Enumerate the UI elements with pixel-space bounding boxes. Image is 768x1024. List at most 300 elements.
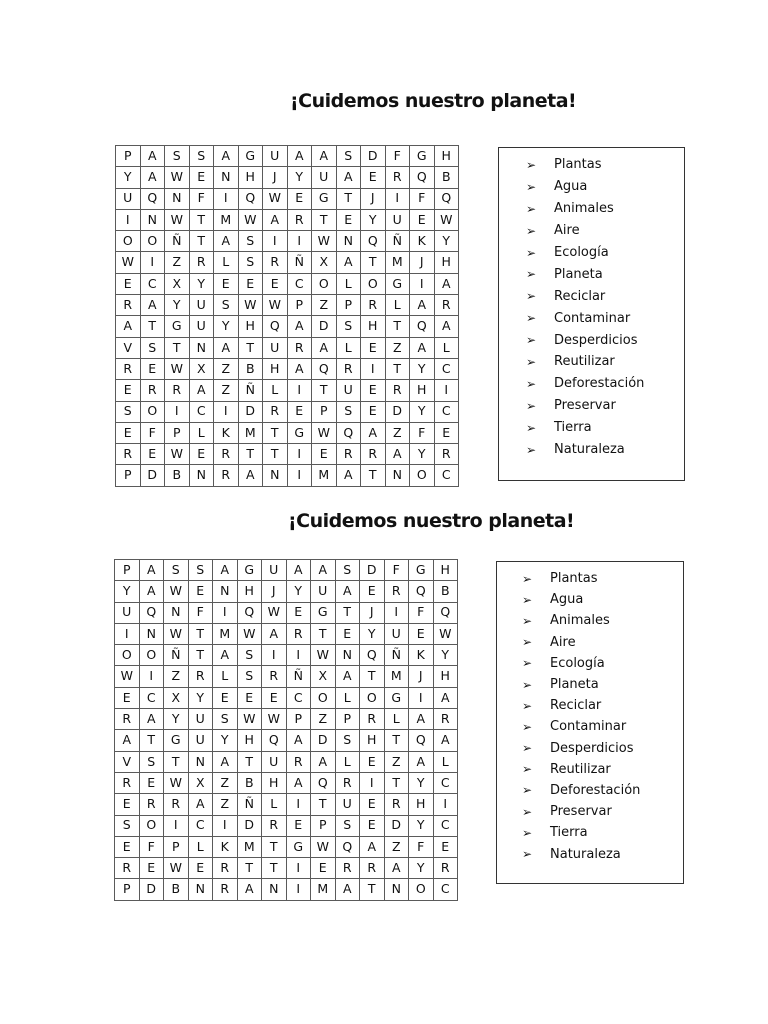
grid-cell: T: [188, 645, 213, 666]
grid-cell: I: [164, 815, 189, 836]
grid-cell: T: [139, 730, 164, 751]
grid-cell: A: [287, 316, 312, 337]
grid-cell: Q: [361, 231, 386, 252]
grid-cell: O: [139, 645, 164, 666]
grid-cell: A: [139, 560, 164, 581]
grid-cell: R: [139, 794, 164, 815]
grid-cell: R: [116, 358, 141, 379]
grid-cell: F: [385, 146, 410, 167]
grid-row: [115, 645, 458, 666]
grid-cell: M: [213, 623, 238, 644]
grid-row: [116, 380, 459, 401]
worksheet-title: ¡Cuidemos nuestro planeta!: [290, 90, 577, 112]
grid-cell: K: [213, 836, 238, 857]
grid-cell: A: [139, 581, 164, 602]
grid-cell: O: [360, 687, 385, 708]
grid-cell: I: [262, 645, 287, 666]
word-list-item: [497, 801, 683, 822]
grid-cell: A: [286, 730, 311, 751]
grid-cell: R: [385, 380, 410, 401]
grid-cell: I: [116, 209, 141, 230]
word-list-item: [497, 695, 683, 716]
word-list-item: [497, 780, 683, 801]
grid-cell: L: [189, 422, 214, 443]
grid-cell: W: [165, 209, 190, 230]
grid-cell: R: [263, 401, 288, 422]
word-label: Plantas: [550, 571, 598, 587]
grid-cell: T: [361, 465, 386, 486]
grid-cell: A: [115, 730, 140, 751]
grid-cell: S: [165, 146, 190, 167]
grid-cell: X: [189, 358, 214, 379]
word-list-item: [497, 843, 683, 864]
grid-cell: Q: [263, 316, 288, 337]
grid-cell: E: [335, 623, 360, 644]
grid-cell: Y: [433, 645, 458, 666]
grid-row: [116, 465, 459, 486]
grid-cell: M: [312, 465, 337, 486]
word-list-item: [497, 716, 683, 737]
grid-cell: B: [237, 772, 262, 793]
grid-cell: G: [311, 602, 336, 623]
grid-cell: S: [336, 146, 361, 167]
word-list-item: [499, 285, 684, 307]
grid-cell: J: [263, 167, 288, 188]
arrow-bullet-icon: ➢: [522, 741, 533, 756]
grid-cell: E: [361, 380, 386, 401]
grid-cell: I: [287, 465, 312, 486]
grid-cell: A: [335, 879, 360, 900]
grid-cell: Q: [237, 602, 262, 623]
grid-cell: T: [312, 380, 337, 401]
grid-cell: T: [140, 316, 165, 337]
grid-cell: T: [237, 751, 262, 772]
grid-cell: R: [115, 709, 140, 730]
grid-cell: P: [311, 815, 336, 836]
grid-cell: U: [189, 295, 214, 316]
grid-cell: D: [311, 730, 336, 751]
grid-cell: D: [237, 815, 262, 836]
grid-cell: H: [361, 316, 386, 337]
grid-row: [116, 358, 459, 379]
grid-row: [116, 295, 459, 316]
grid-cell: E: [116, 380, 141, 401]
arrow-bullet-icon: ➢: [526, 245, 537, 260]
grid-cell: L: [384, 709, 409, 730]
grid-cell: R: [384, 794, 409, 815]
grid-cell: E: [287, 401, 312, 422]
grid-cell: A: [434, 316, 459, 337]
grid-cell: T: [360, 666, 385, 687]
arrow-bullet-icon: ➢: [522, 571, 533, 586]
grid-cell: S: [238, 231, 263, 252]
grid-row: [115, 772, 458, 793]
grid-cell: T: [311, 623, 336, 644]
arrow-bullet-icon: ➢: [526, 398, 537, 413]
grid-cell: S: [188, 560, 213, 581]
grid-cell: A: [214, 337, 239, 358]
grid-cell: N: [188, 751, 213, 772]
grid-cell: X: [188, 772, 213, 793]
grid-cell: D: [384, 815, 409, 836]
grid-cell: W: [164, 623, 189, 644]
grid-cell: R: [287, 209, 312, 230]
grid-cell: T: [384, 730, 409, 751]
grid-cell: Y: [287, 167, 312, 188]
grid-cell: R: [336, 444, 361, 465]
word-label: Agua: [554, 179, 588, 195]
grid-cell: A: [361, 422, 386, 443]
word-label: Aire: [554, 223, 580, 239]
grid-cell: W: [312, 231, 337, 252]
grid-cell: R: [262, 815, 287, 836]
grid-cell: O: [410, 465, 435, 486]
grid-cell: M: [385, 252, 410, 273]
grid-cell: I: [286, 645, 311, 666]
grid-cell: T: [238, 444, 263, 465]
grid-cell: D: [385, 401, 410, 422]
grid-cell: R: [361, 444, 386, 465]
grid-cell: P: [164, 836, 189, 857]
grid-cell: I: [384, 602, 409, 623]
grid-cell: G: [238, 146, 263, 167]
grid-cell: I: [115, 623, 140, 644]
grid-cell: R: [213, 879, 238, 900]
word-label: Reciclar: [554, 288, 606, 304]
grid-cell: R: [165, 380, 190, 401]
word-label: Contaminar: [554, 310, 631, 326]
grid-cell: A: [311, 751, 336, 772]
grid-cell: U: [385, 209, 410, 230]
grid-row: [115, 815, 458, 836]
grid-cell: N: [189, 337, 214, 358]
arrow-bullet-icon: ➢: [522, 804, 533, 819]
grid-cell: I: [361, 358, 386, 379]
word-list-item: [497, 568, 683, 589]
grid-cell: J: [262, 581, 287, 602]
grid-cell: A: [335, 666, 360, 687]
grid-cell: C: [286, 687, 311, 708]
grid-cell: A: [287, 358, 312, 379]
grid-cell: E: [360, 794, 385, 815]
grid-cell: W: [434, 209, 459, 230]
word-label: Naturaleza: [550, 846, 621, 862]
grid-cell: F: [410, 188, 435, 209]
grid-cell: Y: [214, 316, 239, 337]
word-list-item: [499, 176, 684, 198]
word-label: Animales: [554, 201, 614, 217]
grid-cell: S: [139, 751, 164, 772]
grid-cell: X: [311, 666, 336, 687]
grid-cell: N: [384, 879, 409, 900]
grid-cell: H: [360, 730, 385, 751]
grid-row: [115, 836, 458, 857]
grid-cell: S: [336, 401, 361, 422]
grid-cell: N: [262, 879, 287, 900]
grid-cell: E: [139, 858, 164, 879]
grid-row: [116, 188, 459, 209]
word-label: Preservar: [554, 398, 616, 414]
grid-cell: O: [115, 645, 140, 666]
grid-cell: R: [287, 337, 312, 358]
grid-cell: W: [262, 709, 287, 730]
arrow-bullet-icon: ➢: [526, 201, 537, 216]
grid-cell: H: [263, 358, 288, 379]
grid-cell: F: [139, 836, 164, 857]
grid-cell: A: [286, 560, 311, 581]
word-label: Ecología: [554, 245, 609, 260]
grid-cell: U: [263, 337, 288, 358]
grid-cell: E: [188, 581, 213, 602]
grid-cell: A: [286, 772, 311, 793]
grid-cell: W: [311, 836, 336, 857]
grid-cell: A: [189, 380, 214, 401]
word-list-item: [499, 242, 684, 264]
grid-cell: W: [115, 666, 140, 687]
grid-cell: Q: [139, 602, 164, 623]
grid-cell: T: [164, 751, 189, 772]
word-label: Aire: [550, 634, 576, 650]
grid-cell: T: [361, 252, 386, 273]
grid-cell: I: [433, 794, 458, 815]
grid-cell: I: [214, 188, 239, 209]
grid-cell: E: [336, 209, 361, 230]
grid-cell: E: [286, 815, 311, 836]
grid-cell: Z: [384, 751, 409, 772]
arrow-bullet-icon: ➢: [522, 698, 533, 713]
grid-row: [115, 560, 458, 581]
grid-cell: I: [263, 231, 288, 252]
grid-cell: G: [237, 560, 262, 581]
grid-row: [115, 751, 458, 772]
grid-cell: Z: [384, 836, 409, 857]
grid-cell: A: [139, 709, 164, 730]
grid-cell: Ñ: [165, 231, 190, 252]
grid-cell: T: [189, 231, 214, 252]
grid-row: [116, 422, 459, 443]
grid-cell: D: [361, 146, 386, 167]
grid-cell: N: [188, 879, 213, 900]
grid-cell: I: [410, 273, 435, 294]
grid-cell: Z: [165, 252, 190, 273]
grid-cell: M: [384, 666, 409, 687]
grid-cell: E: [116, 273, 141, 294]
grid-cell: S: [189, 146, 214, 167]
grid-cell: X: [312, 252, 337, 273]
grid-cell: A: [409, 751, 434, 772]
grid-cell: Q: [360, 645, 385, 666]
grid-cell: Z: [213, 772, 238, 793]
word-label: Deforestación: [550, 782, 641, 798]
word-label: Plantas: [554, 157, 602, 173]
grid-cell: R: [434, 295, 459, 316]
grid-cell: G: [164, 730, 189, 751]
grid-row: [116, 337, 459, 358]
grid-cell: R: [164, 794, 189, 815]
grid-cell: A: [311, 560, 336, 581]
grid-cell: Z: [312, 295, 337, 316]
grid-cell: A: [140, 146, 165, 167]
grid-cell: N: [164, 602, 189, 623]
grid-cell: A: [409, 709, 434, 730]
grid-cell: R: [384, 581, 409, 602]
grid-cell: F: [410, 422, 435, 443]
grid-cell: Y: [189, 273, 214, 294]
grid-cell: U: [188, 709, 213, 730]
grid-cell: W: [164, 772, 189, 793]
grid-cell: F: [409, 602, 434, 623]
grid-cell: A: [410, 295, 435, 316]
grid-cell: T: [263, 444, 288, 465]
word-label: Desperdicios: [554, 332, 638, 348]
grid-cell: S: [214, 295, 239, 316]
arrow-bullet-icon: ➢: [526, 179, 537, 194]
grid-cell: E: [286, 602, 311, 623]
grid-cell: Ñ: [238, 380, 263, 401]
grid-cell: T: [312, 209, 337, 230]
grid-cell: Y: [409, 772, 434, 793]
grid-cell: J: [409, 666, 434, 687]
grid-cell: F: [188, 602, 213, 623]
grid-cell: U: [384, 623, 409, 644]
grid-cell: E: [360, 815, 385, 836]
grid-cell: T: [384, 772, 409, 793]
grid-cell: B: [433, 581, 458, 602]
word-list-item: [499, 307, 684, 329]
arrow-bullet-icon: ➢: [526, 333, 537, 348]
grid-cell: Q: [238, 188, 263, 209]
grid-cell: Y: [165, 295, 190, 316]
grid-cell: Y: [410, 358, 435, 379]
grid-cell: Z: [214, 380, 239, 401]
grid-cell: Y: [360, 623, 385, 644]
grid-cell: T: [188, 623, 213, 644]
grid-cell: L: [213, 666, 238, 687]
grid-cell: I: [360, 772, 385, 793]
grid-cell: R: [115, 772, 140, 793]
grid-cell: G: [286, 836, 311, 857]
grid-cell: S: [237, 666, 262, 687]
grid-cell: W: [164, 581, 189, 602]
grid-cell: W: [237, 623, 262, 644]
grid-cell: O: [361, 273, 386, 294]
arrow-bullet-icon: ➢: [526, 376, 537, 391]
grid-cell: H: [238, 167, 263, 188]
grid-cell: R: [214, 465, 239, 486]
grid-cell: U: [116, 188, 141, 209]
grid-cell: K: [409, 645, 434, 666]
grid-cell: U: [115, 602, 140, 623]
arrow-bullet-icon: ➢: [522, 847, 533, 862]
grid-cell: W: [238, 295, 263, 316]
grid-cell: D: [140, 465, 165, 486]
grid-cell: T: [238, 337, 263, 358]
grid-cell: Q: [312, 358, 337, 379]
grid-cell: R: [286, 751, 311, 772]
grid-cell: N: [165, 188, 190, 209]
word-list-item: [499, 154, 684, 176]
grid-cell: I: [140, 252, 165, 273]
grid-cell: Z: [213, 794, 238, 815]
grid-row: [116, 273, 459, 294]
grid-cell: A: [213, 751, 238, 772]
grid-cell: E: [360, 581, 385, 602]
grid-cell: N: [189, 465, 214, 486]
grid-cell: W: [312, 422, 337, 443]
worksheet-title: ¡Cuidemos nuestro planeta!: [288, 510, 575, 532]
grid-cell: F: [189, 188, 214, 209]
grid-cell: K: [410, 231, 435, 252]
grid-cell: U: [189, 316, 214, 337]
grid-cell: H: [433, 560, 458, 581]
grid-cell: S: [115, 815, 140, 836]
grid-cell: W: [263, 295, 288, 316]
grid-row: [116, 167, 459, 188]
grid-row: [115, 730, 458, 751]
grid-cell: R: [433, 709, 458, 730]
grid-cell: I: [139, 666, 164, 687]
grid-cell: O: [139, 815, 164, 836]
grid-cell: Z: [385, 422, 410, 443]
grid-cell: I: [287, 444, 312, 465]
grid-cell: E: [115, 836, 140, 857]
grid-cell: E: [433, 836, 458, 857]
arrow-bullet-icon: ➢: [522, 592, 533, 607]
grid-cell: U: [262, 560, 287, 581]
grid-cell: P: [115, 879, 140, 900]
grid-cell: O: [116, 231, 141, 252]
grid-cell: Y: [213, 730, 238, 751]
word-label: Agua: [550, 592, 584, 608]
grid-cell: C: [140, 273, 165, 294]
grid-cell: A: [336, 252, 361, 273]
grid-cell: A: [237, 879, 262, 900]
word-list-item: [499, 220, 684, 242]
grid-cell: D: [312, 316, 337, 337]
grid-cell: H: [434, 252, 459, 273]
grid-cell: I: [287, 231, 312, 252]
grid-cell: S: [116, 401, 141, 422]
grid-cell: X: [165, 273, 190, 294]
grid-cell: E: [237, 687, 262, 708]
grid-cell: A: [214, 231, 239, 252]
grid-cell: I: [214, 401, 239, 422]
word-list-item: [497, 759, 683, 780]
grid-cell: I: [286, 879, 311, 900]
grid-cell: C: [433, 815, 458, 836]
grid-cell: W: [311, 645, 336, 666]
grid-cell: G: [385, 273, 410, 294]
arrow-bullet-icon: ➢: [526, 157, 537, 172]
grid-cell: A: [385, 444, 410, 465]
word-list-item: [497, 738, 683, 759]
word-list-item: [499, 329, 684, 351]
word-list-item: [499, 417, 684, 439]
grid-cell: L: [336, 273, 361, 294]
grid-cell: Q: [410, 167, 435, 188]
grid-row: [115, 581, 458, 602]
grid-row: [116, 252, 459, 273]
grid-cell: N: [140, 209, 165, 230]
grid-cell: W: [164, 858, 189, 879]
grid-cell: G: [409, 560, 434, 581]
grid-cell: T: [360, 879, 385, 900]
grid-cell: K: [214, 422, 239, 443]
grid-cell: Z: [164, 666, 189, 687]
grid-cell: R: [189, 252, 214, 273]
grid-cell: W: [238, 209, 263, 230]
grid-cell: I: [286, 858, 311, 879]
